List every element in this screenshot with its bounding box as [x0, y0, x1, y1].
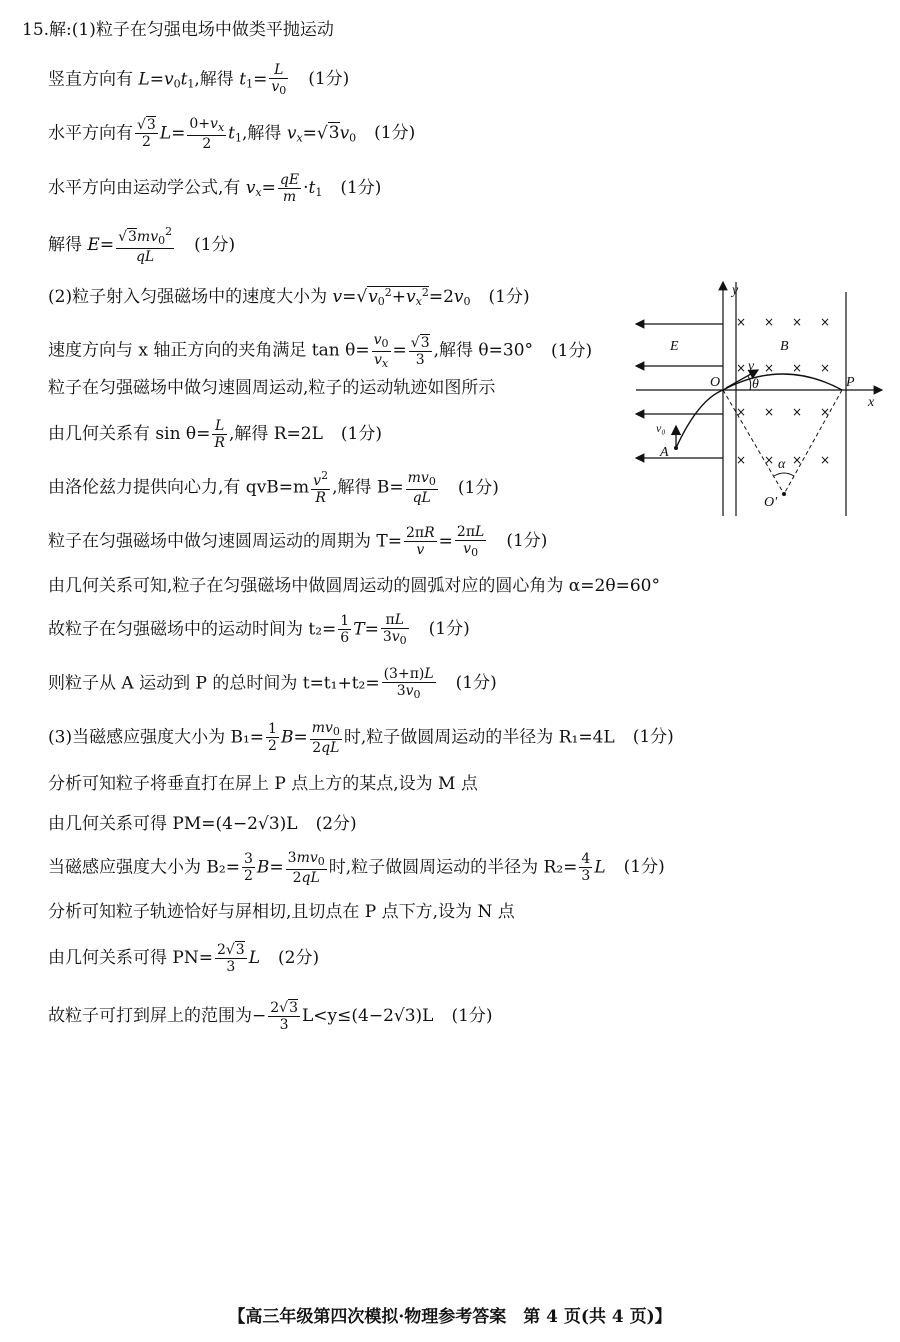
step-13: 则粒子从 A 运动到 P 的总时间为 t=t₁+t₂= $\frac{(3+\pi)L}{3v_0}$ (1分): [48, 666, 497, 702]
score: (2分): [315, 814, 357, 834]
score: (1分): [374, 123, 416, 144]
step-4: 解得 E= $\frac{√3mv_0^2}{qL}$ (1分): [48, 225, 236, 265]
o2-label: O': [764, 495, 778, 510]
trajectory: [676, 374, 842, 448]
a-label: A: [660, 445, 669, 460]
step-20: 故粒子可打到屏上的范围为− $\frac{2√3}{3}$ L<y≤(4−2√3)L (1分): [48, 1000, 493, 1034]
score: (1分): [623, 857, 665, 878]
magnetic-field-crosses: [736, 315, 830, 467]
p-label: P: [846, 375, 855, 390]
svg-text:×: ×: [820, 453, 831, 467]
score: (1分): [457, 477, 499, 498]
score: (1分): [428, 619, 470, 640]
score: (1分): [340, 424, 383, 445]
svg-text:×: ×: [764, 453, 775, 467]
theta-label: θ: [752, 377, 759, 392]
angle-arc: [774, 473, 794, 476]
step-8: 由几何关系有 sin θ= $\frac{L}{R}$ ,解得 R=2L (1分): [48, 418, 383, 452]
step-19: 由几何关系可得 PN= $\frac{2√3}{3}$ L (2分): [48, 942, 320, 976]
step-11: 由几何关系可知,粒子在匀强磁场中做圆周运动的圆弧对应的圆心角为 α=2θ=60°: [48, 576, 660, 596]
score: (1分): [506, 531, 548, 552]
point-o2: [782, 492, 786, 496]
svg-text:×: ×: [764, 361, 775, 375]
v0-label: v₀: [656, 421, 666, 435]
field-diagram: [628, 280, 890, 520]
step-18: 分析可知粒子轨迹恰好与屏相切,且切点在 P 点下方,设为 N 点: [48, 902, 515, 922]
page-footer: 【高三年级第四次模拟·物理参考答案 第 4 页(共 4 页)】: [228, 1307, 672, 1327]
score: (1分): [632, 727, 674, 748]
step-15: 分析可知粒子将垂直打在屏上 P 点上方的某点,设为 M 点: [48, 774, 478, 794]
svg-text:×: ×: [764, 405, 775, 419]
svg-text:×: ×: [792, 315, 803, 329]
svg-text:×: ×: [820, 361, 831, 375]
v-label: v: [748, 359, 755, 374]
alpha-label: α: [778, 457, 786, 472]
svg-text:×: ×: [736, 405, 747, 419]
x-label: x: [868, 395, 875, 410]
e-label: E: [670, 339, 679, 354]
svg-text:×: ×: [736, 453, 747, 467]
point-a: [674, 446, 678, 450]
step-17: 当磁感应强度大小为 B₂= $\frac{3}{2}$ B= $\frac{3mv_0}{2qL}$ 时,粒子做圆周运动的半径为 R₂= $\frac{4}{3}$ L (1分): [48, 850, 665, 886]
o-label: O: [710, 375, 721, 390]
radius-line: [723, 390, 784, 494]
step-1: 竖直方向有 $L=v_0t_1$,解得 $t_1=$ $\frac{L}{v_0}$ (1分): [48, 62, 350, 98]
svg-text:×: ×: [792, 453, 803, 467]
step-7: 粒子在匀强磁场中做匀速圆周运动,粒子的运动轨迹如图所示: [48, 378, 496, 398]
svg-text:×: ×: [820, 405, 831, 419]
step-5: (2)粒子射入匀强磁场中的速度大小为 $v=√v_0^2+v_x^2=2v_0$ (1分): [48, 286, 530, 308]
svg-text:×: ×: [820, 315, 831, 329]
score: (2分): [278, 948, 320, 969]
svg-text:×: ×: [764, 315, 775, 329]
step-10: 粒子在匀强磁场中做匀速圆周运动的周期为 T= $\frac{2\pi R}{v}$ = $\frac{2\pi L}{v_0}$ (1分): [48, 524, 548, 560]
score: (1分): [308, 69, 350, 90]
b-label: B: [780, 339, 789, 354]
svg-text:×: ×: [792, 361, 803, 375]
electric-field-arrows: [636, 324, 723, 458]
step-14: (3)当磁感应强度大小为 B₁= $\frac{1}{2}$ B= $\frac{mv_0}{2qL}$ 时,粒子做圆周运动的半径为 R₁=4L (1分): [48, 720, 674, 756]
score: (1分): [488, 287, 530, 307]
score: (1分): [551, 340, 593, 361]
svg-text:×: ×: [736, 361, 747, 375]
score: (1分): [455, 673, 497, 694]
score: (1分): [340, 178, 382, 199]
step-2: 水平方向有 $\frac{√3}{2}$ L= $\frac{0+v_x}{2}$ $t_1$,解得 $v_x=√3v_0$ (1分): [48, 116, 416, 152]
step-12: 故粒子在匀强磁场中的运动时间为 t₂= $\frac{1}{6}$ T= $\frac{\pi L}{3v_0}$ (1分): [48, 612, 470, 648]
y-label: y: [732, 283, 739, 298]
score: (1分): [451, 1006, 493, 1027]
step-6: 速度方向与 x 轴正方向的夹角满足 tan θ= $\frac{v_0}{v_x}$ = $\frac{√3}{3}$ ,解得 θ=30° (1分): [48, 332, 593, 370]
score: (1分): [194, 234, 236, 255]
svg-text:×: ×: [792, 405, 803, 419]
step-9: 由洛伦兹力提供向心力,有 qvB=m $\frac{v^2}{R}$ ,解得 B= $\frac{mv_0}{qL}$ (1分): [48, 469, 499, 507]
step-3: 水平方向由运动学公式,有 $v_x=$ $\frac{qE}{m}$ $\cdot t_1$ (1分): [48, 172, 382, 206]
svg-text:×: ×: [736, 315, 747, 329]
solution-heading: 15.解:(1)粒子在匀强电场中做类平抛运动: [22, 20, 334, 40]
step-16: 由几何关系可得 PM=(4−2√3)L (2分): [48, 814, 357, 834]
